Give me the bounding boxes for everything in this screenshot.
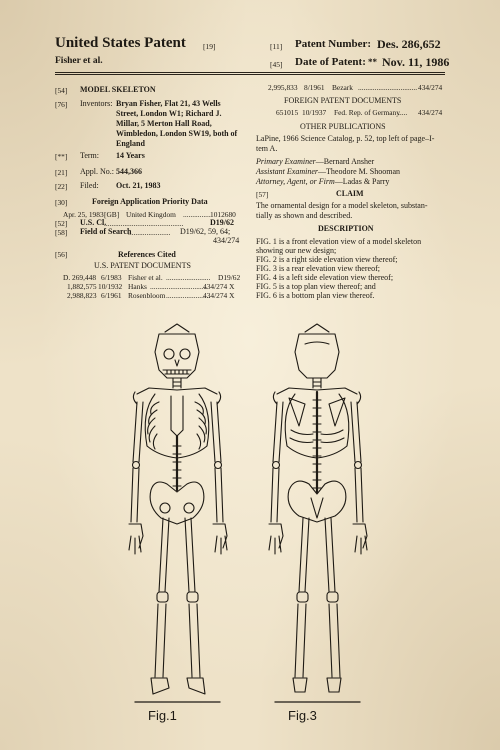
ref-dots: ................................ xyxy=(358,83,418,92)
filed-value: Oct. 21, 1983 xyxy=(116,181,161,190)
us-doc-dots: ........................ xyxy=(166,273,211,282)
claim-line-1: The ornamental design for a model skeleton, substan- xyxy=(256,201,428,210)
patent-office-title: United States Patent xyxy=(55,35,186,51)
design-title: MODEL SKELETON xyxy=(80,85,156,94)
inventors-label: Inventors: xyxy=(80,99,113,108)
appl-label: Appl. No.: xyxy=(80,167,114,176)
attorney xyxy=(256,177,389,187)
appl-value: 544,366 xyxy=(116,167,142,176)
search-code: [58] xyxy=(55,228,68,237)
inventors-line-3: Millar, 5 Merton Hall Road, xyxy=(116,119,212,128)
us-doc-class: D19/62 xyxy=(218,273,241,282)
date-marker: ** xyxy=(368,57,377,67)
us-doc-class: 434/274 X xyxy=(203,282,235,291)
description-line-4: FIG. 3 is a rear elevation view thereof; xyxy=(256,264,380,273)
description-line-5: FIG. 4 is a left side elevation view thereof; xyxy=(256,273,394,282)
ref-date: 8/1961 xyxy=(304,83,325,92)
date-code: [45] xyxy=(270,60,283,69)
foreign-doc-date: 10/1937 xyxy=(302,108,327,117)
description-line-6: FIG. 5 is a top plan view thereof; and xyxy=(256,282,376,291)
description-line-7: FIG. 6 is a bottom plan view thereof. xyxy=(256,291,375,300)
uscl-dots: ........................................... xyxy=(104,219,184,228)
us-patent-documents-heading: U.S. PATENT DOCUMENTS xyxy=(94,261,191,270)
filed-label: Filed: xyxy=(80,181,99,190)
title-code: [19] xyxy=(203,42,216,51)
us-doc-name: Hanks xyxy=(128,282,147,291)
title-field-code: [54] xyxy=(55,86,68,95)
us-doc-number: 2,988,823 xyxy=(67,291,97,300)
attorney-label: Attorney, Agent, or Firm xyxy=(256,177,335,186)
us-doc-name: Fisher et al. xyxy=(128,273,163,282)
us-doc-date: 6/1961 xyxy=(101,291,122,300)
inventors-line-1: Bryan Fisher, Flat 21, 43 Wells xyxy=(116,99,221,108)
foreign-doc-class: 434/274 xyxy=(418,108,443,117)
us-doc-date: 6/1983 xyxy=(101,273,122,282)
inventors-line-5: England xyxy=(116,139,145,148)
foreign-patent-documents-heading: FOREIGN PATENT DOCUMENTS xyxy=(284,96,402,105)
claim-line-2: tially as shown and described. xyxy=(256,211,353,220)
us-doc-class: 434/274 X xyxy=(203,291,235,300)
us-doc-date: 10/1932 xyxy=(98,282,123,291)
figure-1-label: Fig.1 xyxy=(148,708,177,723)
header-divider-2 xyxy=(55,74,445,75)
foreign-doc-name: Fed. Rep. of Germany xyxy=(334,108,400,117)
assistant-examiner-label: Assistant Examiner xyxy=(256,167,318,176)
primary-examiner-label: Primary Examiner xyxy=(256,157,316,166)
foreign-priority-heading: Foreign Application Priority Data xyxy=(92,197,208,206)
date-of-patent-label: Date of Patent: xyxy=(295,56,366,68)
uscl-label: U.S. Cl. xyxy=(80,218,107,227)
field-of-search-label: Field of Search xyxy=(80,227,132,236)
term-label: Term: xyxy=(80,151,99,160)
priority-number: 1012680 xyxy=(210,210,236,219)
primary-examiner xyxy=(256,157,374,167)
ref-name: Bezark xyxy=(332,83,353,92)
foreign-doc-dots: ..... xyxy=(398,108,408,117)
appl-code: [21] xyxy=(55,168,68,177)
other-pub-line-2: tem A. xyxy=(256,144,278,153)
priority-country-code: [GB] xyxy=(104,210,120,219)
term-value: 14 Years xyxy=(116,151,145,160)
attorney-value: —Ladas & Parry xyxy=(334,177,390,186)
assistant-examiner-value: —Theodore M. Shooman xyxy=(318,167,400,176)
us-doc-number: D. 269,448 xyxy=(63,273,97,282)
date-of-patent-value: Nov. 11, 1986 xyxy=(382,55,450,69)
claim-code: [57] xyxy=(256,190,269,199)
assistant-examiner xyxy=(256,167,400,177)
figure-1-front-skeleton xyxy=(115,322,240,707)
description-line-2: showing our new design; xyxy=(256,246,337,255)
search-dots: ....................... xyxy=(128,228,171,237)
foreign-doc-number: 651015 xyxy=(276,108,299,117)
references-cited-heading: References Cited xyxy=(118,250,176,259)
description-heading: DESCRIPTION xyxy=(318,224,374,233)
field-of-search-value-2: 434/274 xyxy=(213,236,240,245)
claim-heading: CLAIM xyxy=(336,189,364,198)
patent-number-value: Des. 286,652 xyxy=(377,37,441,51)
description-line-1: FIG. 1 is a front elevation view of a model skeleton xyxy=(256,237,422,246)
field-of-search-value: D19/62, 59, 64; xyxy=(180,227,231,236)
patent-number-code: [11] xyxy=(270,42,283,51)
primary-examiner-value: —Bernard Ansher xyxy=(315,157,375,166)
header-divider xyxy=(55,72,445,73)
us-doc-number: 1,882,575 xyxy=(67,282,97,291)
filed-code: [22] xyxy=(55,182,68,191)
us-doc-dots: ........................ xyxy=(166,291,211,300)
inventors-line-4: Wimbledon, London SW19, both of xyxy=(116,129,238,138)
inventors-code: [76] xyxy=(55,100,68,109)
references-code: [56] xyxy=(55,250,68,259)
priority-country: United Kingdom xyxy=(126,210,176,219)
other-publications-heading: OTHER PUBLICATIONS xyxy=(300,122,386,131)
term-code: [**] xyxy=(55,152,68,161)
figure-3-label: Fig.3 xyxy=(288,708,317,723)
us-doc-dots: ............................... xyxy=(150,282,208,291)
priority-date: Apr. 25, 1983 xyxy=(63,210,104,219)
ref-class: 434/274 xyxy=(418,83,443,92)
foreign-priority-code: [30] xyxy=(55,198,68,207)
other-pub-line-1: LaPine, 1966 Science Catalog, p. 52, top left of page–I- xyxy=(256,134,435,143)
us-doc-name: Rosenbloom xyxy=(128,291,166,300)
inventors-line-2: Street, London W1; Richard J. xyxy=(116,109,222,118)
ref-number: 2,995,833 xyxy=(268,83,298,92)
description-line-3: FIG. 2 is a right side elevation view thereof; xyxy=(256,255,398,264)
uscl-value: D19/62 xyxy=(210,218,234,227)
figure-3-rear-skeleton xyxy=(255,322,380,707)
uscl-code: [52] xyxy=(55,219,68,228)
priority-dots: ............... xyxy=(183,210,211,219)
patent-number-label: Patent Number: xyxy=(295,38,372,50)
patent-author: Fisher et al. xyxy=(55,56,103,66)
